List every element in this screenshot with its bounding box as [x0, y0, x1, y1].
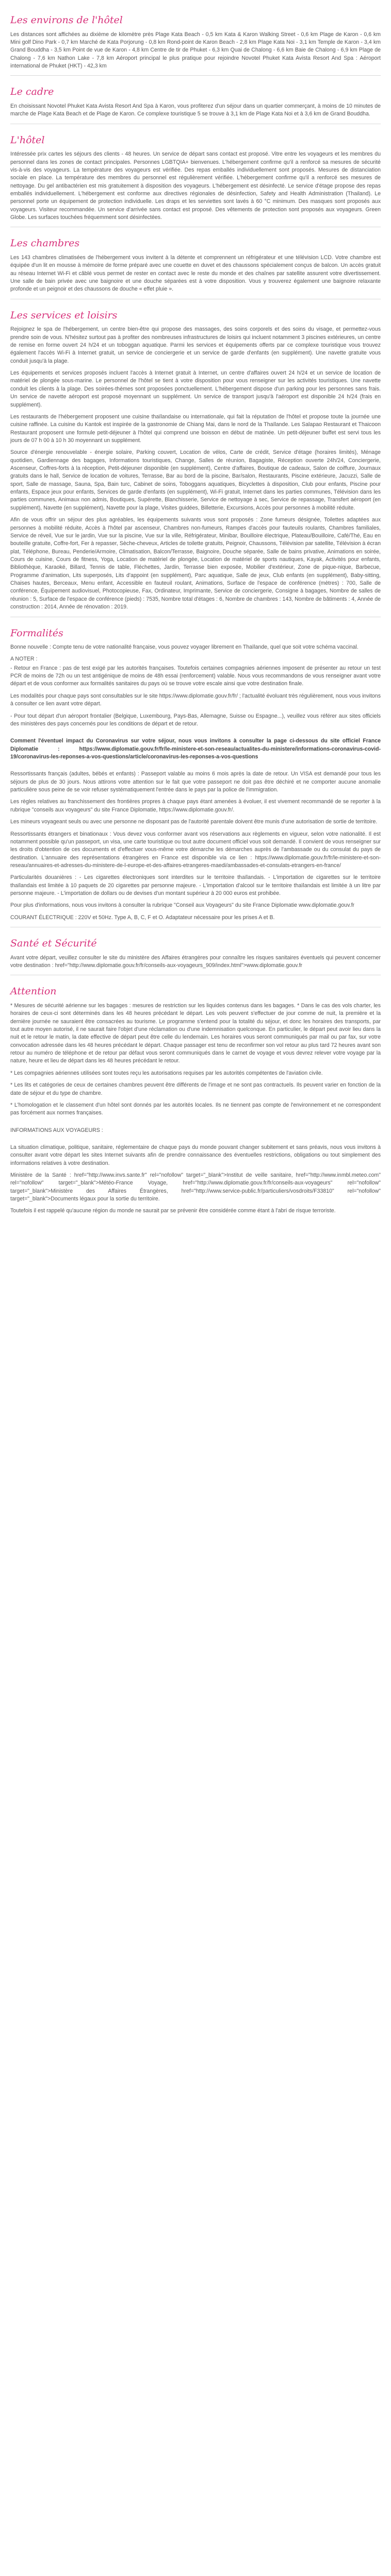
attention-item-4: * L'homologation et le classement d'un hôtel sont donnés par les autorités locales. Ils ne tiennent pas compte de l'environnement et ne correspondent pas forcément aux normes françaises.	[10, 1101, 381, 1116]
travel-info-text: La situation climatique, politique, sanitaire, réglementaire de chaque pays du monde pouvant changer subitement et sans préavis, nous vous invitons à consulter avant votre départ les sites Internet suivants afin de prendre connaissance des éventuelles restrictions, obligations ou tout simplement des informations relatives à votre destination.	[10, 1144, 381, 1166]
formalites-para-9: Les mineurs voyageant seuls ou avec une personne ne disposant pas de l'autorité parentale doivent être munis d'une autorisation de sortie de territoire.	[10, 819, 378, 825]
separator	[10, 75, 381, 76]
attention-item-2: * Les compagnies aériennes utilisées sont toutes reçu les autorisations requises par les autorités compétentes de l'aviation civile.	[10, 1070, 323, 1076]
section-heading-hotel: L'hôtel	[10, 134, 45, 146]
services-para-2: Les équipements et services proposés incluent l'accès à Internet gratuit à Internet, un centre d'affaires ouvert 24 h/24 et un service de location de matériel de plongée sous-marine. Le personnel de l'hôtel se tient à votre disposition pour vous renseigner sur les activités touristiques. Une navette conduit les clients à la plage. Des soirées-thèmes sont proposées ponctuellement. L'hébergement dispose d'un parking pour les personnes sans frais. Un service de navette aéroport est proposé moyennant un supplément. Un service de transport jusqu'à l'aéroport est disponible 24 h/24 (frais en supplément).	[10, 370, 381, 408]
services-para-4: Source d'énergie renouvelable - énergie solaire, Parking couvert, Location de vélos, Carte de crédit, Service d'étage (horaires limités), Ménage quotidien, Gardiennage des bagages, Informations touristiques, Change, Salles de réunion, Bagagiste, Réception ouverte 24h/24, Conciergerie, Ascenseur, Coffres-forts à la réception, Petit-déjeuner disponible (en supplément), Centre d'affaires, Boutique de cadeaux, Salon de coiffure, Journaux gratuits dans le hall, Service de location de voitures, Terrasse, Bar au bord de la piscine, Bar/salon, Restaurants, Piscine extérieure, Jacuzzi, Salle de sport, Salle de massage, Sauna, Spa, Bain turc, Cabinet de soins, Toboggans aquatiques, Bicyclettes à disposition, Club pour enfants, Piscine pour enfants, Espace jeux pour enfants, Services de garde d'enfants (en supplément), Wi-Fi gratuit, Internet dans les parties communes, Télévision dans les parties communes, Animaux non admis, Boutiques, Supérette, Blanchisserie, Service de nettoyage à sec, Service de repassage, Transfert aéroport (en supplément), Navette (en supplément), Navette pour la plage, Visites guidées, Billetterie, Excursions, Accès pour personnes à mobilité réduite.	[10, 449, 381, 511]
section-heading-environs: Les environs de l'hôtel	[10, 14, 123, 26]
formalites-para-4: Les modalités pour chaque pays sont consultables sur le site https://www.diplomatie.gouv.fr/fr/ ; l'actualité évoluant très régulièrement, nous vous invitons à consulter ce lien avant votre départ.	[10, 692, 381, 707]
environs-text: Les distances sont affichées au dixième de kilomètre près Plage Kata Beach - 0,5 km Kata & Karon Walking Street - 0,6 km Plage de Karon - 0,6 km Mini golf Dino Park - 0,7 km Marché de Kata Porjorung - 0,8 km Rond-point de Karon Beach - 2,8 km Plage Kata Noi - 3,1 km Temple de Karon - 3,4 km Grand Bouddha - 3,5 km Point de vue de Karon - 4,8 km Centre de tir de Phuket - 6,3 km Quai de Chalong - 6,6 km Baie de Chalong - 6,9 km Plage de Chalong - 7,6 km Nathon Lake - 7,8 km Aéroport principal le plus pratique pour rejoindre Novotel Phuket Kata Avista Resort And Spa : Aéroport international de Phuket (HKT) - 42,3 km	[10, 31, 381, 69]
section-heading-sante: Santé et Sécurité	[10, 938, 97, 950]
attention-item-3: * Les lits et catégories de ceux de certaines chambres peuvent être différents de l'image et ne sont pas contractuels. Ils peuvent varier en fonction de la date de séjour et du type de chambre.	[10, 1082, 381, 1096]
cadre-text: En choisissant Novotel Phuket Kata Avista Resort And Spa à Karon, vous profiterez d'un séjour dans un quartier commerçant, à moins de 10 minutes de marche de Plage Kata Beach et de Plage de Karon. Ce complexe touristique 5 se trouve à 3,1 km de Plage Kata Noi et à 3,6 km de Grand Bouddha.	[10, 103, 381, 117]
services-para-1: Rejoignez le spa de l'hébergement, un centre bien-être qui propose des massages, des soins corporels et des soins du visage, et permettez-vous prendre soin de vous. N'hésitez surtout pas à profiter des nombreuses infrastructures de loisirs qui incluent notamment 3 piscines extérieures, un centre de remise en forme ouvert 24 h/24 et un toboggan aquatique. Parmi les services et équipements offerts par ce complexe touristique vous trouvez également l'accès Wi-Fi à Internet gratuit, un service de conciergerie et un service de garde d'enfants (en supplément). Une navette gratuite vous conduit jusqu'à la plage.	[10, 326, 381, 364]
travel-info-links: Ministère de la Santé : href="http://www.invs.sante.fr" rel="nofollow" target="_blank">Institut de veille sanitaire, href="http://www.inmbl.meteo.com" rel="nofollow" target="_blank">Météo-France Voyage, href="http://www.diplomatie.gouv.fr/fr/conseils-aux-voyageurs" rel="nofollow" target="_blank">Ministère des Affaires Étrangères, href="http://www.service-public.fr/particuliers/vosdroits/F33810" rel="nofollow" target="_blank">Documents légaux pour la sortie du territoire.	[10, 1172, 381, 1202]
formalites-para-13: COURANT ÉLECTRIQUE : 220V et 50Hz. Type A, B, C, F et O. Adaptateur nécessaire pour les prises A et B.	[10, 914, 275, 921]
section-heading-services: Les services et loisirs	[10, 309, 118, 321]
formalites-para-10: Ressortissants étrangers et binationaux : Vous devez vous conformer avant vos réservations aux règlements en vigueur, selon votre nationalité. Il est notamment possible qu'un passeport, un visa, une carte touristique ou tout autre document officiel vous soit demandé. Il convient de vous renseigner sur les droits d'obtention de ces documents et d'effectuer vous-même votre démarche les démarches auprès de l'ambassade ou du consulat du pays de destination. L'annuaire des représentations étrangères en France est disponible via ce lien : https://www.diplomatie.gouv.fr/fr/le-ministere-et-son-reseau/annuaires-et-adresses-du-ministere-de-l-europe-et-des-affaires-etrangeres-maedi/ambassades-et-consulats-etrangers-en-france/	[10, 831, 381, 869]
formalites-para-6: Comment l'éventuel impact du Coronavirus sur votre séjour, nous vous invitons à consulter la page ci-dessous du site officiel France Diplomatie : https://www.diplomatie.gouv.fr/fr/le-ministere-et-son-reseau/actualites-du-ministere/informations-coronavirus-covid-19/coronavirus-les-reponses-a-vos-questions/article/coronavirus-les-reponses-a-vos-questions	[10, 738, 381, 760]
section-heading-cadre: Le cadre	[10, 86, 54, 98]
services-para-5: Afin de vous offrir un séjour des plus agréables, les équipements suivants vous sont proposés : Zone fumeurs désignée, Toilettes adaptées aux personnes à mobilité réduite, Accès à l'hôtel par ascenseur, Chambres non-fumeurs, Rampes d'accès pour fauteuils roulants, Chambres familiales, Service de réveil, Vue sur le jardin, Vue sur la piscine, Vue sur la ville, Réfrigérateur, Minibar, Bouilloire électrique, Plateau/Bouilloire, Café/Thé, Eau en bouteille gratuite, Coffre-fort, Fer à repasser, Sèche-cheveux, Articles de toilette gratuits, Peignoir, Chaussons, Télévision par satellite, Télévision à écran plat, Téléphone, Bureau, Penderie/Armoire, Climatisation, Balcon/Terrasse, Baignoire, Douche séparée, Salle de bains privative, Animations en soirée, Cours de cuisine, Cours de fitness, Yoga, Location de matériel de plongée, Location de matériel de sports nautiques, Kayak, Activités pour enfants, Bibliothèque, Karaoké, Billard, Tennis de table, Fléchettes, Jardin, Terrasse bien exposée, Mobilier d'extérieur, Zone de pique-nique, Barbecue, Programme d'animation, Lits superposés, Lits d'appoint (en supplément), Parc aquatique, Salle de jeux, Club enfants (en supplément), Baby-sitting, Chaises hautes, Berceaux, Menu enfant, Accessible en fauteuil roulant, Animations, Surface de l'espace de conférence (mètres) : 700, Salle de conférence, Équipement audiovisuel, Photocopieuse, Fax, Ordinateur, Imprimante, Service de conciergerie, Consigne à bagages, Nombre de salles de réunion : 5, Surface de l'espace de conférence (pieds) : 7535, Nombre total d'étages : 6, Nombre de chambres : 143, Nombre de bâtiments : 4, Année de construction : 2014, Année de rénovation : 2019.	[10, 517, 381, 611]
section-heading-chambres: Les chambres	[10, 238, 80, 249]
formalites-para-11: Particularités douanières : - Les cigarettes électroniques sont interdites sur le territoire thaïlandais. - L'importation de cigarettes sur le territoire thaïlandais est limitée à 10 paquets de 20 cigarettes par personne majeure. - L'importation d'alcool sur le territoire thaïlandais est limitée à un litre par personne majeure. - L'importation de dollars ou de devises d'un montant supérieur à 20 000 euros est prohibée.	[10, 874, 381, 897]
sante-para-1: Avant votre départ, veuillez consulter le site du ministère des Affaires étrangères pour connaître les risques sanitaires éventuels qui peuvent concerner votre destination : href="http://www.diplomatie.gouv.fr/fr/conseils-aux-voyageurs_909/index.html">www.diplomatie.gouv.fr	[10, 954, 381, 969]
hotel-text: Intéressée prix cartes les séjours des clients - 48 heures. Un service de départ sans contact est proposé. Vitre entre les voyageurs et les membres du personnel dans les zones de contact principales. Personnes LGBTQIA+ bienvenues. L'hébergement confirme qu'il a renforcé sa mesures de sécurité vis-à-vis des voyageurs. La température des voyageurs est vérifiée. Des repas emballés individuellement sont proposés. Mesures de distanciation sociale en place. La température des membres du personnel est régulièrement vérifiée. L'hébergement confirme qu'il a renforcé ses mesures de nettoyage. Du gel antibactérien est mis gratuitement à disposition des voyageurs. L'hébergement est désinfecté. Le service d'étage propose des repas emballés individuellement. L'hébergement est conforme aux directives régionales de désinfection, Safety and Health Administration (Thailand). Le personnel porte un équipement de protection individuelle. Les draps et les serviettes sont lavés à 60 °C minimum. Des masques sont proposés aux voyageurs. Visiteur recommandée. Un service d'arrivée sans contact est proposé. Des vêtements de protection sont proposés aux voyageurs. Green Globe. Les surfaces touchées fréquemment sont désinfectées.	[10, 151, 381, 221]
formalites-para-1: Bonne nouvelle : Compte tenu de votre nationalité française, vous pouvez voyager librement en Thaïlande, quel que soit votre schéma vaccinal.	[10, 644, 359, 651]
formalites-para-7: Ressortissants français (adultes, bébés et enfants) : Passeport valable au moins 6 mois après la date de retour. Un VISA est demandé pour tous les séjours de plus de 30 jours. Nous attirons votre attention sur le fait que votre passeport ne doit pas être déchiré et ne comporter aucune anomalie particulière sous peine de se voir refuser systématiquement l'entrée dans le pays par la police de l'immigration.	[10, 771, 381, 793]
formalites-para-2: A NOTER :	[10, 656, 38, 663]
formalites-para-5: - Pour tout départ d'un aéroport frontalier (Belgique, Luxembourg, Pays-Bas, Allemagne, Suisse ou Espagne...), veuillez vous référer aux sites officiels des ministères des pays concernés pour les conditions de départ et de retour.	[10, 713, 381, 727]
travel-info-last: Toutefois il est rappelé qu'aucune région du monde ne saurait par se prévenir être considérée comme étant à l'abri de risque terroriste.	[10, 1208, 336, 1214]
formalites-para-3: - Retour en France : pas de test exigé par les autorités françaises. Toutefois certaines compagnies aériennes imposent de présenter au retour un test PCR de moins de 72h ou un test antigénique de moins de 48h essai (renforcement) valable. Nous vous recommandons de vous renseigner avant votre départ et de vous conformer aux formalités sanitaires du pays où se trouve votre escale ainsi que votre destination finale.	[10, 665, 381, 687]
chambres-text: Les 143 chambres climatisées de l'hébergement vous invitent à la détente et comprennent un réfrigérateur et une télévision LCD. Votre chambre est équipée d'un lit en mousse à mémoire de forme préparé avec une couette en duvet et des chaussons spécialement conçus de balcon. Un accès gratuit au réseau Internet Wi-Fi et câblé vous permet de rester en contact avec le reste du monde et des chaînes par satellite assurent votre divertissement. Une salle de bain privée avec une baignoire et une douche séparées est à votre disposition. Vous y trouverez également une baignoire relaxante profonde et un peignoir et des chaussons de douche « effet pluie ».	[10, 254, 381, 293]
services-para-3: Les restaurants de l'hébergement proposent une cuisine thaïlandaise ou internationale, qui fait la réputation de l'hôtel et propose toute la journée une cuisine raffinée. La cuisine du Kantok est inspirée de la gastronomie de Chiang Mai, dans le nord de la Thaïlande. Les Salapao Restaurant et Thaicoon Restaurant proposent une formule petit-déjeuner à l'hôtel qui comprend une boisson en début de matinée. Un petit-déjeuner buffet est servi tous les jours de 07 h 00 à 10 h 30 moyennant un supplément.	[10, 413, 381, 444]
hotel-description	[0, 0, 391, 1235]
attention-item-1: * Mesures de sécurité aérienne sur les bagages : mesures de restriction sur les liquides contenus dans les bagages. * Dans le cas des vols charter, les horaires de ceux-ci sont déterminés dans les 48 heures précédant le départ. Les vols peuvent s'effectuer de jour comme de nuit, la première et la dernière journée ne sauraient être consacrées au tourisme. Le programme s'entend pour la totalité du séjour, et donc les horaires des transports, par tout autre moyen autorisé, il ne saurait faire l'objet d'une réclamation ou d'une indemnisation quelconque. En particulier, le départ peut avoir lieu dans la nuit et le retour le matin, la date effective de départ peut être celle du lendemain. Les horaires vous seront communiqués par mail ou par fax, sur votre convocation adressée dans les 48 heures précédant le départ. Chaque passager est tenu de reconfirmer son vol retour au plus tard 72 heures avant son retour au numéro de téléphone et de retour par défaut vous seront communiqués dans le carnet de voyage et vous devrez relever votre voyage par la nature, heure et lieu de départ dans les 48 heures précédant le retour.	[10, 1002, 381, 1064]
travel-info-label: INFORMATIONS AUX VOYAGEURS :	[10, 1127, 103, 1133]
formalites-para-8: Les règles relatives au franchissement des frontières propres à chaque pays étant amenées à évoluer, il est vivement recommandé de se reporter à la rubrique "conseils aux voyageurs" du site France Diplomatie, https://www.diplomatie.gouv.fr/.	[10, 799, 381, 813]
formalites-para-12: Pour plus d'informations, nous vous invitons à consulter la rubrique "Conseil aux Voyageurs" du site France Diplomatie www.diplomatie.gouv.fr	[10, 902, 355, 909]
section-heading-formalites: Formalités	[10, 627, 63, 639]
section-heading-attention: Attention	[10, 986, 57, 997]
